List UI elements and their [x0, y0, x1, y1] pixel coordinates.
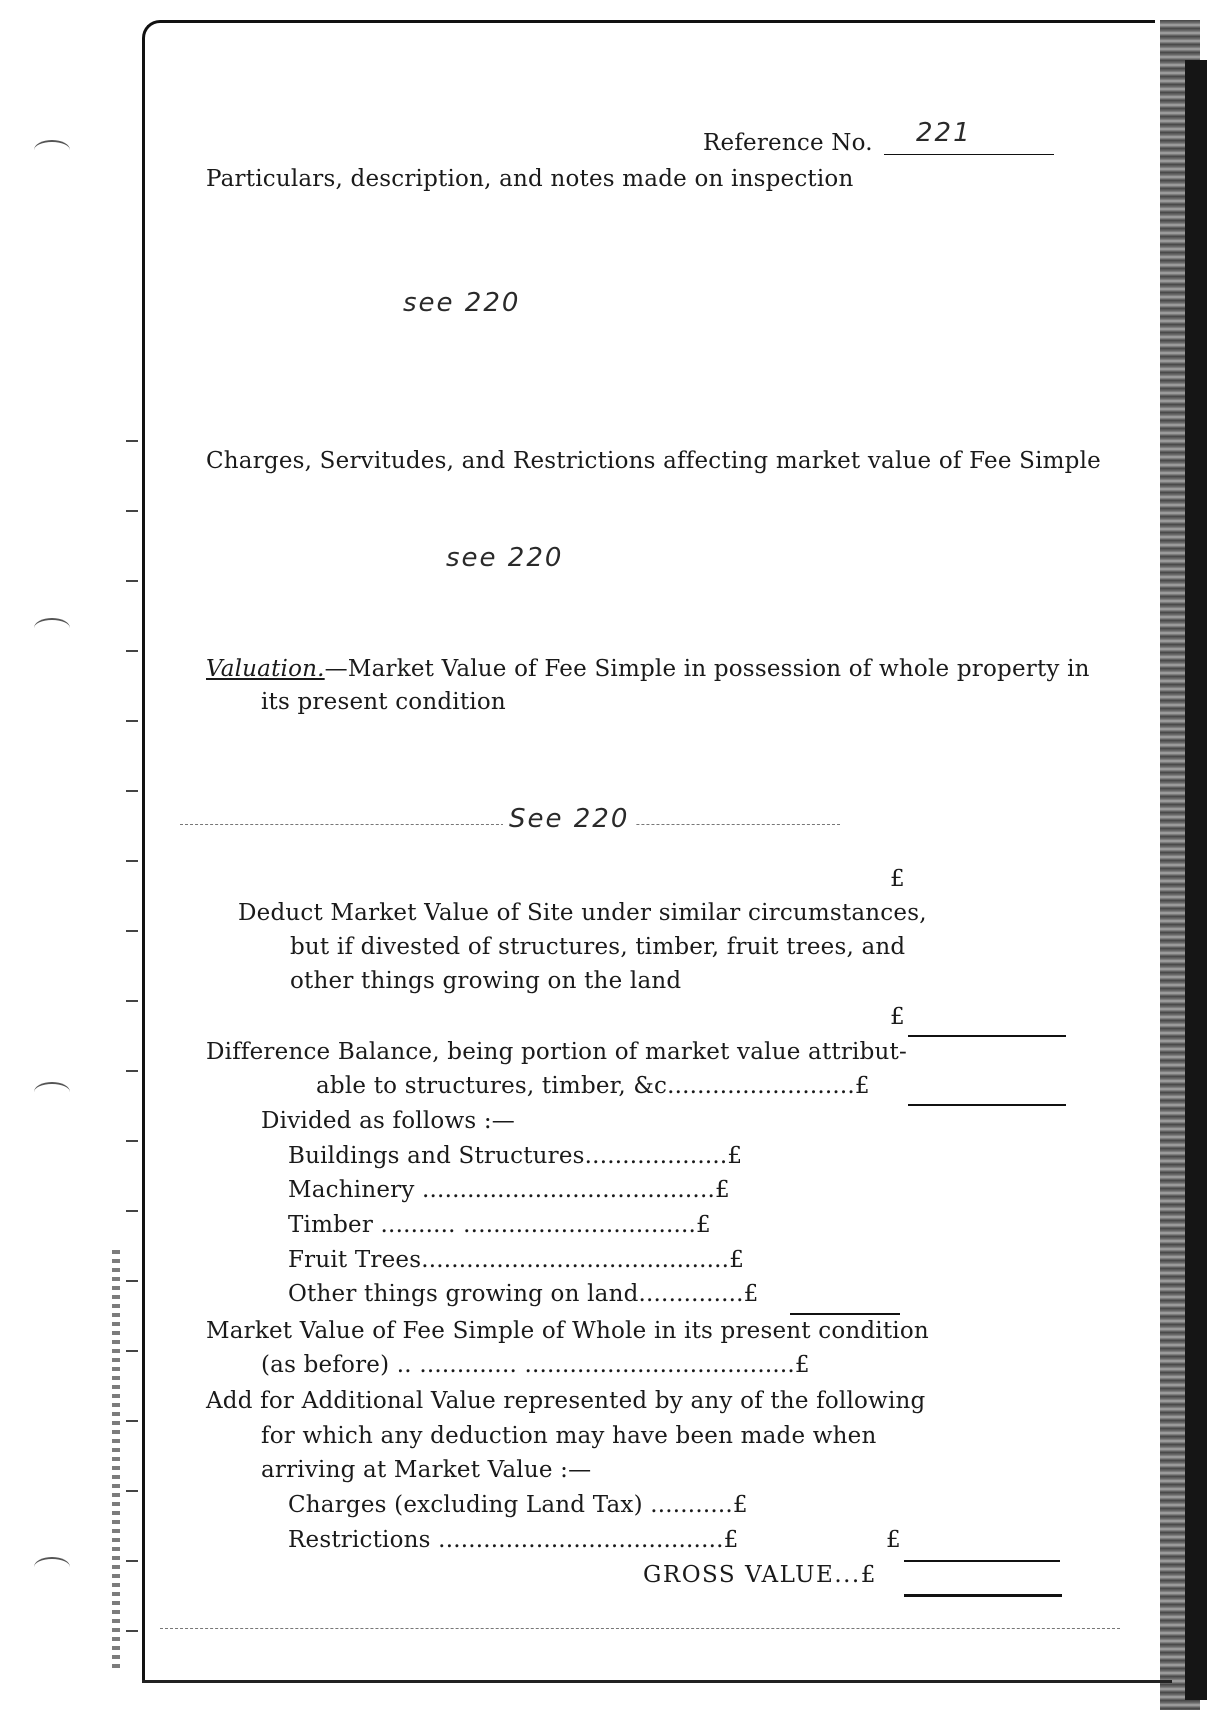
reference-underline: [884, 154, 1054, 155]
page-bottom-edge: [142, 1680, 1172, 1683]
pound-sign: £: [890, 1004, 905, 1030]
margin-tick: [126, 1490, 138, 1492]
item-other-things: Other things growing on land..............£: [288, 1281, 759, 1307]
margin-tick: [126, 1350, 138, 1352]
add-line2: for which any deduction may have been made when: [261, 1423, 877, 1449]
punch-hole: [34, 1557, 70, 1577]
add-line1: Add for Additional Value represented by any of the following: [206, 1388, 926, 1414]
deduct-line1: Deduct Market Value of Site under similar circumstances,: [238, 900, 927, 926]
pound-sign: £: [890, 866, 905, 892]
margin-tick: [126, 650, 138, 652]
binder-edge: [1185, 60, 1207, 1700]
margin-tick: [126, 1210, 138, 1212]
margin-tick: [126, 1420, 138, 1422]
add-line3: arriving at Market Value :—: [261, 1457, 592, 1483]
valuation-label: [206, 656, 1090, 682]
margin-tick: [126, 1560, 138, 1562]
margin-tick: [126, 1140, 138, 1142]
margin-tick: [126, 440, 138, 442]
divided-label: Divided as follows :—: [261, 1108, 516, 1134]
amount-rule: [908, 1035, 1066, 1037]
difference-line2: able to structures, timber, &c.........................£: [316, 1073, 870, 1099]
reference-value: 221: [916, 118, 972, 148]
punch-hole: [34, 1082, 70, 1102]
charges-note: see 220: [446, 543, 564, 573]
restrictions-item: Restrictions ......................................£: [288, 1527, 739, 1553]
deduct-line3: other things growing on the land: [290, 968, 682, 994]
gross-value-rule: [904, 1594, 1062, 1597]
margin-tick: [126, 790, 138, 792]
valuation-label-rest: —Market Value of Fee Simple in possession of whole property in: [324, 656, 1090, 682]
margin-tick: [126, 1280, 138, 1282]
item-machinery: Machinery .......................................£: [288, 1177, 730, 1203]
margin-tick: [126, 1070, 138, 1072]
margin-tick: [126, 720, 138, 722]
bottom-dashed-rule: [160, 1628, 1120, 1629]
margin-tick: [126, 860, 138, 862]
charges-item: Charges (excluding Land Tax) ...........£: [288, 1492, 748, 1518]
item-buildings: Buildings and Structures...................£: [288, 1143, 743, 1169]
difference-line1: Difference Balance, being portion of market value attribut-: [206, 1039, 907, 1065]
margin-tick: [126, 1000, 138, 1002]
deduct-line2: but if divested of structures, timber, fruit trees, and: [290, 934, 906, 960]
subtotal-rule: [790, 1313, 900, 1315]
item-timber: Timber .......... ...............................£: [288, 1212, 711, 1238]
valuation-note: See 220: [503, 804, 635, 834]
margin-tick: [126, 580, 138, 582]
particulars-note: see 220: [403, 288, 521, 318]
reference-label: Reference No.: [703, 130, 873, 156]
gross-value: GROSS VALUE...£: [643, 1562, 877, 1588]
charges-label: Charges, Servitudes, and Restrictions affecting market value of Fee Simple: [206, 448, 1101, 474]
valuation-heading: Valuation.: [206, 656, 325, 682]
spine-marks: [112, 1250, 120, 1670]
amount-rule: [908, 1104, 1066, 1106]
margin-tick: [126, 1630, 138, 1632]
market-value-line2: (as before) .. ............. ....................................£: [261, 1352, 810, 1378]
item-fruit-trees: Fruit Trees.........................................£: [288, 1247, 745, 1273]
valuation-label-line2: its present condition: [261, 689, 506, 715]
punch-hole: [34, 140, 70, 160]
amount-rule: [904, 1560, 1060, 1562]
pound-sign: £: [886, 1527, 901, 1553]
punch-hole: [34, 618, 70, 638]
margin-tick: [126, 510, 138, 512]
margin-tick: [126, 930, 138, 932]
particulars-label: Particulars, description, and notes made on inspection: [206, 166, 854, 192]
market-value-line1: Market Value of Fee Simple of Whole in its present condition: [206, 1318, 929, 1344]
